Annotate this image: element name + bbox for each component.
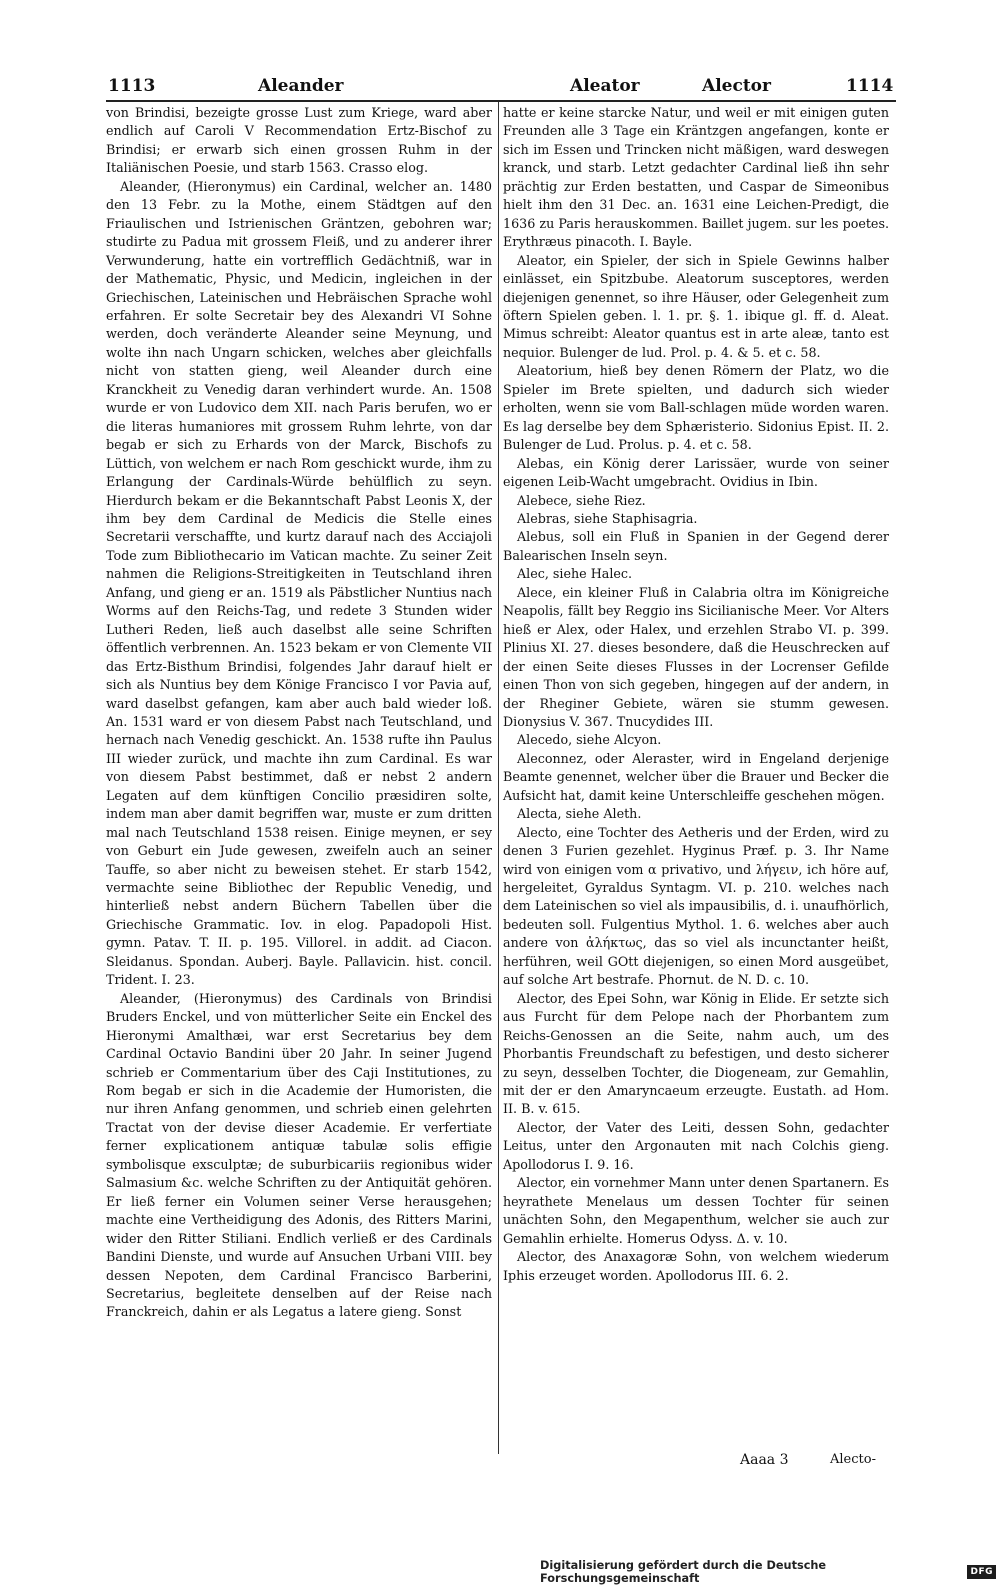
left-column bbox=[106, 104, 492, 1322]
entry-paragraph: Alector, des Anaxagoræ Sohn, von welchem wiederum Iphis erzeuget worden. Apollodorus III. 6. 2. bbox=[503, 1249, 889, 1283]
left-headword: Aleander bbox=[258, 76, 344, 96]
entry-paragraph: von Brindisi, bezeigte grosse Lust zum Kriege, ward aber endlich auf Caroli V Recommendation Ertz-Bischof zu Brindisi; er erwarb sich einen grossen Ruhm in der Italiänischen Poesie, und starb 1563. Crasso elog. bbox=[106, 105, 492, 176]
entry-paragraph: Aleatorium, hieß bey denen Römern der Platz, wo die Spieler im Brete spielten, und dadurch sich wieder erholten, wenn sie vom Ball-schlagen müde worden waren. Es lag derselbe bey dem Sphæristerio. Sidonius Epist. II. 2. Bulenger de Lud. Prolus. p. 4. et c. 58. bbox=[503, 363, 889, 453]
entry-paragraph: Aleconnez, oder Aleraster, wird in Engeland derjenige Beamte genennet, welcher über die Brauer und Becker die Aufsicht hat, damit keine Unterschleiffe geschehen mögen. bbox=[503, 750, 889, 803]
entry-paragraph: Alector, der Vater des Leiti, dessen Sohn, gedachter Leitus, unter den Argonauten mit nach Colchis gieng. Apollodorus I. 9. 16. bbox=[503, 1119, 889, 1172]
entry-paragraph: Aleander, (Hieronymus) des Cardinals von Brindisi Bruders Enckel, und von mütterlicher Seite ein Enckel des Hieronymi Amalthæi, war erst Secretarius bey dem Cardinal Octavio Bandini über 20 Jahr. In seiner Jugend schrieb er Commentarium über des Caji Institutiones, zu Rom begab er sich in die Academie der Humoristen, die nur ihren Anfang genommen, und schrieb einen gelehrten Tractat von der devise dieser Academie. Er verfertiate ferner explicationem antiquæ tabulæ solis effigie symbolisque exsculptæ; de suburbicariis regionibus wider Salmasium &c. welche Schriften zu der Antiquität gehören. Er ließ ferner ein Volumen seiner Verse herausgehen; machte eine Vertheidigung des Adonis, des Ritters Marini, wider den Ritter Stiliani. Endlich verließ er des Cardinals Bandini Dienste, und wurde auf Ansuchen Urbani VIII. bey dessen Nepoten, dem Cardinal Francisco Barberini, Secretarius, begleitete denselben auf der Reise nach Franckreich, dahin er als Legatus a latere gieng. Sonst bbox=[106, 990, 492, 1320]
running-header bbox=[108, 76, 894, 102]
dfg-logo-icon: DFG bbox=[967, 1565, 996, 1579]
column-divider bbox=[498, 102, 499, 1454]
signature-mark: Aaaa 3 bbox=[740, 1452, 789, 1468]
entry-paragraph: Alece, ein kleiner Fluß in Calabria oltra im Königreiche Neapolis, fällt bey Reggio ins Sicilianische Meer. Vor Alters hieß er Alex, oder Halex, und erzehlen Strabo VI. p. 399. Plinius XI. 27. dieses besondere, daß die Heuschrecken auf der einen Seite dieses Flusses in der Locrenser Gefilde einen Thon von sich gegeben, hingegen auf der andern, in der Rheginer Gebiete, wären sie stumm gewesen. Dionysius V. 367. Tnucydides III. bbox=[503, 584, 889, 729]
entry-paragraph: Alebas, ein König derer Larissäer, wurde von seiner eigenen Leib-Wacht umgebracht. Ovidius in Ibin. bbox=[503, 455, 889, 490]
entry-paragraph: Alec, siehe Halec. bbox=[517, 566, 633, 582]
entry-paragraph: Alecedo, siehe Alcyon. bbox=[517, 732, 662, 748]
entry-paragraph: Alector, ein vornehmer Mann unter denen Spartanern. Es heyrathete Menelaus um dessen Tochter für seinen unächten Sohn, den Megapenthum, welcher sie auch zur Gemahlin erhielte. Homerus Odyss. Δ. v. 10. bbox=[503, 1175, 889, 1246]
entry-paragraph: Alecta, siehe Aleth. bbox=[517, 806, 642, 822]
entry-paragraph: Alector, des Epei Sohn, war König in Elide. Er setzte sich aus Furcht für dem Pelope nach der Phorbantem zum Reichs-Genossen an die Seite, nahm auch, um des Phorbantis Freundschaft zu befestigen, und desto sicherer zu seyn, desselben Tochter, die Diogeneam, zur Gemahlin, mit der er den Amaryncaeum erzeugte. Eustath. ad Hom. II. B. v. 615. bbox=[503, 990, 889, 1117]
entry-paragraph: Alebras, siehe Staphisagria. bbox=[517, 510, 698, 526]
entry-paragraph: hatte er keine starcke Natur, und weil er mit einigen guten Freunden alle 3 Tage ein Kräntzgen angefangen, konte er sich im Essen und Trincken nicht mäßigen, ward deswegen kranck, und starb. Letzt gedachter Cardinal ließ ihn sehr prächtig zur Erden bestatten, und Caspar de Simeonibus hielt ihm den 31 Dec. an. 1631 eine Leichen-Predigt, die 1636 zu Paris herauskommen. Baillet jugem. sur les poetes. Erythræus pinacoth. I. Bayle. bbox=[503, 105, 889, 250]
right-headword-1: Aleator bbox=[570, 76, 640, 96]
digitization-credit bbox=[540, 1559, 996, 1585]
entry-paragraph: Aleator, ein Spieler, der sich in Spiele Gewinns halber einlässet, ein Spitzbube. Aleatorum susceptores, werden diejenigen genennet, so ihre Häuser, oder Gelegenheit zum öftern Spielen geben. l. 1. pr. §. 1. ibique gl. ff. d. Aleat. Mimus schreibt: Aleator quantus est in arte aleæ, tanto est nequior. Bulenger de lud. Prol. p. 4. & 5. et c. 58. bbox=[503, 252, 889, 360]
right-headword-2: Alector bbox=[702, 76, 771, 96]
catchword: Alecto- bbox=[830, 1452, 876, 1467]
right-page-number: 1114 bbox=[846, 76, 894, 96]
credit-text: Digitalisierung gefördert durch die Deutsche Forschungsgemeinschaft bbox=[540, 1559, 827, 1585]
left-page-number: 1113 bbox=[108, 76, 156, 96]
right-column bbox=[503, 104, 889, 1285]
entry-paragraph: Alebece, siehe Riez. bbox=[517, 492, 646, 508]
entry-paragraph: Alecto, eine Tochter des Aetheris und der Erden, wird zu denen 3 Furien gezehlet. Hyginus Præf. p. 3. Ihr Name wird von einigen vom α privativo, und λήγειν, ich höre auf, hergeleitet, Gyraldus Syntagm. VI. p. 210. welches nach dem Lateinischen so viel als impausibilis, d. i. unaufhörlich, bedeuten soll. Fulgentius Mythol. 1. 6. welches aber auch andere von ἀλήκτως, das so viel als incunctanter heißt, herführen, weil GOtt diejenigen, so einen Mord ausgeübet, auf solche Art bestrafe. Phornut. de N. D. c. 10. bbox=[503, 824, 889, 988]
entry-paragraph: Aleander, (Hieronymus) ein Cardinal, welcher an. 1480 den 13 Febr. zu la Mothe, einem Städtgen auf den Friaulischen und Istrienischen Gräntzen, gebohren war; studirte zu Padua mit grossem Fleiß, und zu anderer ihrer Verwunderung, hatte ein vortrefflich Gedächtniß, war in der Mathematic, Physic, und Medicin, ingleichen in der Griechischen, Lateinischen und Hebräischen Sprache wohl erfahren. Er solte Secretair bey des Alexandri VI Sohne werden, doch veränderte Aleander seine Meynung, und wolte ihn nach Ungarn schicken, welches aber gleichfalls nicht von statten gieng, weil Aleander durch eine Kranckheit zu Venedig daran verhindert wurde. An. 1508 wurde er von Ludovico dem XII. nach Paris berufen, wo er die literas humaniores mit grossem Ruhm lehrte, von dar begab er sich zu Erhards von der Marck, Bischofs zu Lüttich, von welchem er nach Rom geschickt wurde, ihm zu Erlangung der Cardinals-Würde behülflich zu seyn. Hierdurch bekam er die Bekanntschaft Pabst Leonis X, der ihm bey dem Cardinal de Medicis die Stelle eines Secretarii verschaffte, und kurtz darauf nach des Acciajoli Tode zum Bibliothecario im Vatican machte. Zu seiner Zeit nahmen die Religions-Streitigkeiten in Teutschland ihren Anfang, und gieng er an. 1519 als Päbstlicher Nuntius nach Worms auf den Reichs-Tag, und redete 3 Stunden wider Lutheri Reden, ließ auch daselbst alle seine Schriften öffentlich verbrennen. An. 1523 bekam er von Clemente VII das Ertz-Bisthum Brindisi, folgendes Jahr darauf hielt er sich als Nuntius bey dem Könige Francisco I vor Pavia auf, ward daselbst gefangen, kam aber auch bald wieder loß. An. 1531 ward er von diesem Pabst nach Teutschland, und hernach nach Venedig geschickt. An. 1538 rufte ihn Paulus III wieder zurück, und machte ihn zum Cardinal. Es war von diesem Pabst bestimmet, daß er nebst 2 andern Legaten auf dem künftigen Concilio præsidiren solte, indem man aber damit begriffen war, muste er zum dritten mal nach Teutschland 1538 reisen. Einige meynen, er sey von Geburt ein Jude gewesen, zweifeln auch an seiner Tauffe, so aber nicht zu beweisen stehet. Er starb 1542, vermachte seine Bibliothec der Republic Venedig, und hinterließ nebst andern Büchern Tabellen über die Griechische Grammatic. Iov. in elog. Papadopoli Hist. gymn. Patav. T. II. p. 195. Villorel. in addit. ad Ciacon. Sleidanus. Spondan. Auberj. Bayle. Pallavicin. hist. concil. Trident. I. 23. bbox=[106, 178, 492, 988]
header-rule bbox=[106, 100, 896, 102]
entry-paragraph: Alebus, soll ein Fluß in Spanien in der Gegend derer Balearischen Inseln seyn. bbox=[503, 529, 889, 563]
